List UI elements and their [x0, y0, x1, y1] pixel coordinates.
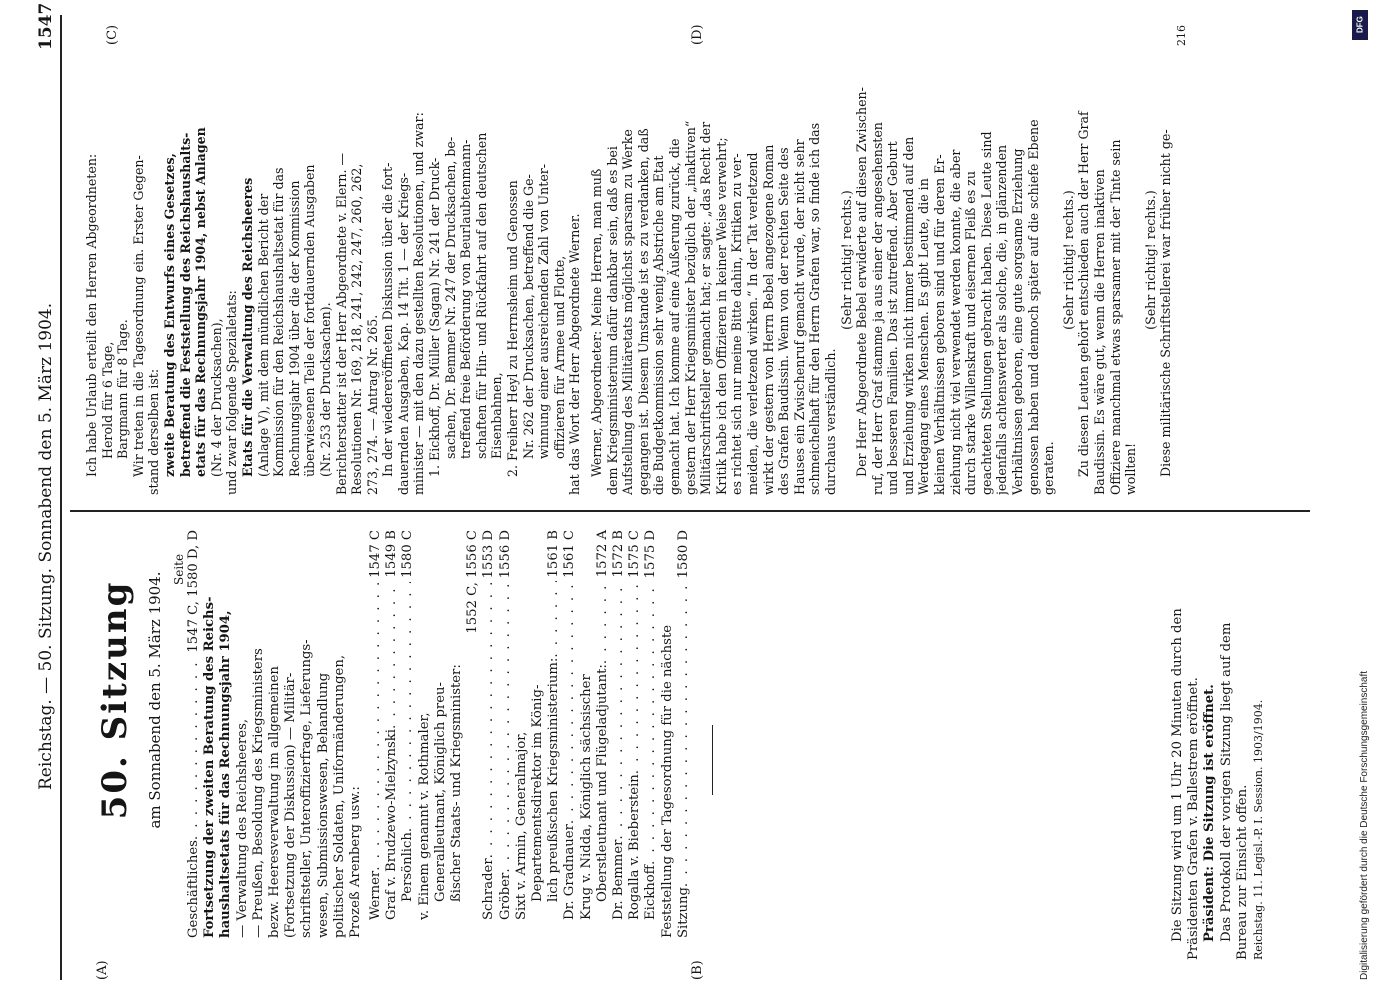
text-line: winnung einer ausreichenden Zahl von Unter-	[536, 163, 552, 459]
text-line: Wir treten in die Tagesordnung ein. Erster Gegen-	[130, 155, 146, 477]
text-line: kleinen Verhältnissen geboren sind und für deren Er-	[932, 154, 948, 495]
text-line: Werner, Abgeordneter: Meine Herren, man muß	[589, 168, 604, 477]
text-line: Herold für 6 Tage,	[99, 341, 115, 459]
text-line: minister — mit den dazu gestellten Resolutionen, und zwar:	[411, 112, 427, 495]
page-signature: 216	[1174, 25, 1188, 46]
toc-item: Geschäftliches . . . 1547 C, 1580 D, D	[186, 530, 202, 938]
opening-line: Präsident: Die Sitzung ist eröffnet.	[1202, 684, 1218, 942]
text-line: überwiesenen Teile der fortdauernden Ausgaben	[302, 164, 318, 477]
text-line: Rechnungsjahr 1904 über die der Kommission	[286, 180, 302, 477]
text-line: genossen haben und dennoch später auf die schiefe Ebene	[1025, 119, 1041, 495]
text-line: Bargmann für 8 Tage.	[115, 319, 131, 459]
speaker-list	[368, 530, 692, 938]
text-line: Nr. 262 der Drucksachen, betreffend die Ge-	[520, 174, 536, 459]
text-line: (Sehr richtig! rechts.)	[1142, 190, 1158, 330]
speaker-entry: Graf v. Brudzewo-Mielzynski . . . 1549 B	[384, 530, 400, 938]
text-line: schmeichelhaft für den Herrn Grafen war, so finde ich das	[807, 122, 823, 495]
text-line: gestern der Herr Kriegsminister bezüglich der „inaktiven“	[682, 120, 698, 495]
speaker-entry: Krug v. Nidda, Königlich sächsischer	[578, 674, 594, 920]
toc-item: bezw. Heeresverwaltung im allgemeinen	[267, 666, 283, 938]
margin-letter-a: (A)	[95, 960, 110, 980]
speaker-entry: Sitzung . . . 1580 D	[676, 530, 692, 938]
speaker-entry: Dr. Gradnauer . . . 1561 C	[562, 530, 578, 938]
section-rule	[712, 725, 713, 795]
text-line: Ich habe Urlaub erteilt den Herren Abgeordneten:	[84, 153, 99, 477]
toc-item: Prozeß Arenberg usw.:	[348, 786, 364, 938]
text-line: 2. Freiherr Heyl zu Herrnsheim und Genossen	[505, 180, 521, 477]
text-line: 273, 274. — Antrag Nr. 265.	[364, 314, 380, 495]
toc-item: wesen, Submissionswesen, Behandlung	[315, 672, 331, 938]
text-line: die Budgetkommission sehr wenig Abstriche am Etat	[651, 155, 667, 495]
toc-block	[186, 530, 364, 938]
speaker-entry: Sixt v. Armin, Generalmajor,	[513, 731, 529, 920]
text-line: betreffend die Feststellung des Reichshaushalts-	[177, 132, 193, 477]
text-line: Offiziere manchmal etwas sparsamer mit der Tinte sein	[1107, 139, 1123, 495]
text-line: stand derselben ist:	[146, 368, 162, 495]
header-rule	[60, 15, 62, 980]
margin-letter-c: (C)	[105, 24, 120, 45]
opening-line: Die Sitzung wird um 1 Uhr 20 Minuten durch den	[1170, 608, 1185, 942]
opening-line: Das Protokoll der vorigen Sitzung liegt auf dem	[1218, 622, 1234, 942]
speaker-entry: Persönlich . . . 1580 C	[400, 530, 416, 938]
text-line: gegangen ist. Diesem Umstande ist es zu verdanken, daß	[635, 128, 651, 495]
dfg-logo-icon: DFG	[1352, 10, 1368, 40]
text-line: Werdegang eines Menschen. Es gibt Leute, die in	[916, 178, 932, 495]
text-line: Aufstellung des Militäretats möglichst sparsam zu Werke	[620, 129, 636, 495]
text-line: (Sehr richtig! rechts.)	[838, 190, 854, 330]
text-line: durchaus verständlich.	[822, 348, 838, 495]
text-line: ziehung nicht viel verwendet werden konnte, die aber	[947, 149, 963, 495]
speaker-entry: Dr. Bemmer . . . 1572 B	[611, 530, 627, 938]
speaker-entry: Feststellung der Tagesordnung für die nächste	[659, 624, 675, 938]
speaker-entry: Generalleutnant, Königlich preu-	[432, 682, 448, 902]
speaker-entry: Oberstleutnant und Flügeladjutant: . . . 1572 A	[595, 530, 611, 938]
text-line: es richtet sich nur meine Bitte dahin, Kritiken zu ver-	[729, 153, 745, 495]
text-line: treffend freie Beförderung von Beurlaubtenmann-	[458, 139, 474, 459]
text-line: des Grafen Baudissin. Wenn von der rechten Seite des	[776, 147, 792, 495]
text-line: Zu diesen Leuten gehört entschieden auch der Herr Graf	[1076, 111, 1092, 477]
text-line: geachteten Stellungen gebracht haben. Diese Leute sind	[978, 131, 994, 495]
text-line: durch starke Willenskraft und eisernen Fleiß es zu	[963, 171, 979, 495]
toc-item: — Verwaltung des Reichsheeres,	[234, 718, 250, 938]
speaker-entry: Werner . . . 1547 C	[368, 530, 384, 938]
text-line: etats für das Rechnungsjahr 1904, nebst Anlagen	[193, 127, 209, 477]
toc-item: haushaltsetats für das Rechnungsjahr 1904,	[218, 610, 234, 938]
text-line: Kritik habe ich den Offizieren in keiner Weise verwehrt;	[713, 137, 729, 495]
text-line: ruf, der Herr Graf stamme ja aus einer der angesehensten	[869, 122, 885, 495]
toc-item: Fortsetzung der zweiten Beratung des Reichs-	[202, 596, 218, 938]
text-line: meiden, die verletzend wirken.“ In der Tat verletzend	[744, 152, 760, 495]
seite-label: Seite	[172, 553, 186, 585]
text-line: wirkt der gestern von Herrn Bebel angezogene Roman	[760, 144, 776, 495]
toc-item: schriftsteller, Unteroffizierfrage, Lieferungs-	[299, 639, 315, 938]
text-line: Baudissin. Es wäre gut, wenn die Herren inaktiven	[1092, 169, 1107, 495]
text-line: 1. Eickhoff, Dr. Müller (Sagan) Nr. 241 der Druck-	[427, 157, 443, 477]
speaker-entry: 1552 C, 1556 C	[465, 530, 481, 634]
text-line: Diese militärische Schriftstellerei war früher nicht ge-	[1158, 129, 1174, 477]
text-line: Kommission für den Reichshaushaltsetat für das	[271, 167, 287, 477]
column-divider	[70, 510, 1310, 512]
text-line: Resolutionen Nr. 169, 218, 241, 242, 247, 260, 262,	[349, 163, 365, 495]
text-line: und Erziehung wirken nicht immer bestimmend auf den	[900, 136, 916, 495]
session-footer: Reichstag. 11. Legisl.-P. I. Session. 1903/1904.	[1252, 699, 1266, 960]
text-line: wollten!	[1123, 442, 1139, 495]
speaker-entry: ßischer Staats- und Kriegsminister:	[449, 664, 465, 902]
text-line: (Nr. 253 der Drucksachen).	[317, 302, 333, 477]
speaker-entry: Eickhoff . . . 1575 D	[643, 530, 659, 938]
text-line: (Nr. 4 der Drucksachen),	[208, 318, 224, 477]
session-subtitle: am Sonnabend den 5. März 1904.	[146, 571, 164, 829]
speaker-entry: v. Einem genannt v. Rothmaler,	[416, 712, 432, 920]
text-line: und zwar folgende Spezialetats:	[224, 290, 240, 495]
margin-letter-b: (B)	[690, 960, 705, 980]
page-number: 1547	[36, 2, 56, 50]
running-header-left: Reichstag. — 50. Sitzung. Sonnabend den 5. März 1904.	[36, 302, 56, 790]
text-line: In der wiedereröffneten Diskussion über die fort-	[380, 162, 396, 477]
text-line: Militärschriftsteller gemacht hat; er sagte: „das Recht der	[698, 121, 714, 495]
opening-block	[1170, 530, 1267, 960]
text-line: hat das Wort der Herr Abgeordnete Werner.	[567, 213, 583, 495]
toc-item: — Preußen, Besoldung des Kriegsministers	[250, 648, 266, 938]
text-line: und besseren Familien. Das ist zutreffend. Aber Geburt	[885, 141, 901, 495]
speaker-entry: Rogalla v. Bieberstein . . . 1575 C	[627, 530, 643, 938]
opening-line: Bureau zur Einsicht offen.	[1234, 784, 1250, 960]
text-line: geraten.	[1041, 441, 1057, 495]
margin-letter-d: (D)	[690, 24, 705, 45]
text-line: (Anlage V), mit dem mündlichen Bericht der	[255, 193, 271, 477]
text-line: zweite Beratung des Entwurfs eines Gesetzes,	[161, 153, 177, 477]
text-line: offizieren für Armee und Flotte,	[551, 255, 567, 459]
text-line: Hauses ein Zwischenruf gemacht wurde, der nicht sehr	[791, 139, 807, 495]
text-line: Etats für die Verwaltung des Reichsheeres	[239, 177, 255, 477]
digitization-stamp: Digitalisierung gefördert durch die Deutsche Forschungsgemeinschaft	[1359, 670, 1370, 980]
text-line: gemacht hat. Ich komme auf eine Äußerung zurück, die	[666, 138, 682, 495]
opening-line: Präsidenten Grafen v. Ballestrem eröffnet.	[1186, 677, 1202, 960]
text-line: sachen, Dr. Bemmer Nr. 247 der Drucksachen, be-	[442, 136, 458, 459]
text-line: Der Herr Abgeordnete Bebel erwiderte auf diesen Zwischen-	[854, 87, 870, 477]
debate-text-column	[84, 25, 1190, 495]
speaker-entry: Gröber . . . 1556 D	[498, 530, 514, 938]
toc-item: politischer Soldaten, Uniformänderungen,	[331, 654, 347, 938]
text-line: dauernden Ausgaben, Kap. 14 Tit. 1 — der Kriegs-	[395, 172, 411, 495]
text-line: dem Kriegsministerium dafür dankbar sein, daß es bei	[604, 146, 620, 495]
toc-item: (Fortsetzung der Diskussion) — Militär-	[283, 672, 299, 938]
text-line: Eisenbahnen,	[489, 372, 505, 459]
speaker-entry: Schrader . . . 1553 D	[481, 530, 497, 938]
text-line: Verhältnissen geboren, eine gute sorgsame Erziehung	[1010, 148, 1026, 495]
text-line: Berichterstatter ist der Herr Abgeordnete v. Elern. —	[333, 152, 349, 495]
text-line: schaften für Hin- und Rückfahrt auf den deutschen	[473, 132, 489, 459]
speaker-entry: Departementsdirektor im König-	[530, 684, 546, 902]
text-line: jedenfalls achtenswerter als solche, die, in glänzenden	[994, 144, 1010, 495]
speaker-entry: lich preußischen Kriegsministerium: . . . 1561 B	[546, 530, 562, 938]
session-title: 50. Sitzung	[95, 580, 135, 820]
text-line: (Sehr richtig! rechts.)	[1060, 190, 1076, 330]
